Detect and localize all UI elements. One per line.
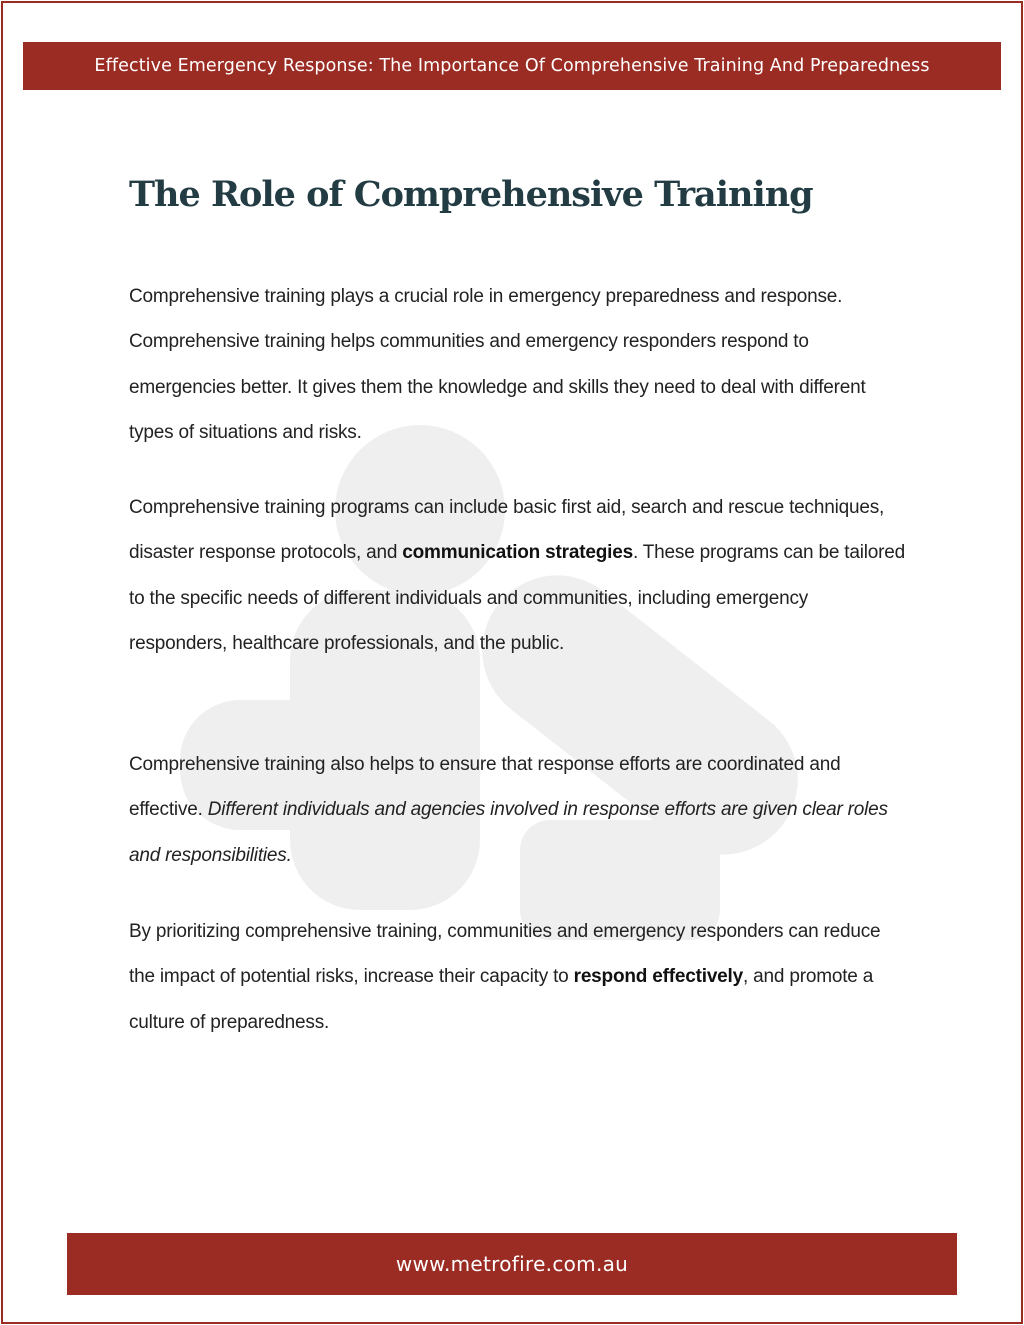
paragraph-3-text: Comprehensive training also helps to ensure that response efforts are coordinated and effective. <box>129 754 841 821</box>
paragraph-4-text: By prioritizing comprehensive training, communities and emergency responders can reduce the impact of potential risks, increase their capacity to <box>129 921 881 988</box>
footer-url-link[interactable]: www.metrofire.com.au <box>395 1252 629 1276</box>
paragraph-4 <box>129 909 909 1045</box>
bold-text-communication-strategies: communication strategies <box>402 542 633 564</box>
paragraph-2 <box>129 485 909 666</box>
header-title: Effective Emergency Response: The Importance Of Comprehensive Training And Preparedness <box>94 56 930 76</box>
paragraph-2-text-end: . These programs can be tailored to the specific needs of different individuals and communities, including emergency responders, healthcare professionals, and the public. <box>129 542 906 654</box>
bold-text-respond-effectively: respond effectively <box>573 966 743 988</box>
paragraph-4-text-end: , and promote a culture of preparedness. <box>129 966 874 1033</box>
paragraph-3 <box>129 742 909 878</box>
paragraph-1: Comprehensive training plays a crucial role in emergency preparedness and response. Comprehensive training helps communities and emergency responders respond to emergencies better. It gives them the knowledge and skills they need to deal with different types of situations and risks. <box>129 286 866 443</box>
page-title: The Role of Comprehensive Training <box>129 174 813 215</box>
header-banner <box>23 42 1001 90</box>
footer-banner <box>67 1233 957 1295</box>
paragraph-2-text: Comprehensive training programs can include basic first aid, search and rescue techniques, disaster response protocols, and <box>129 497 885 564</box>
italic-text-roles: Different individuals and agencies involved in response efforts are given clear roles and responsibilities. <box>129 799 888 866</box>
